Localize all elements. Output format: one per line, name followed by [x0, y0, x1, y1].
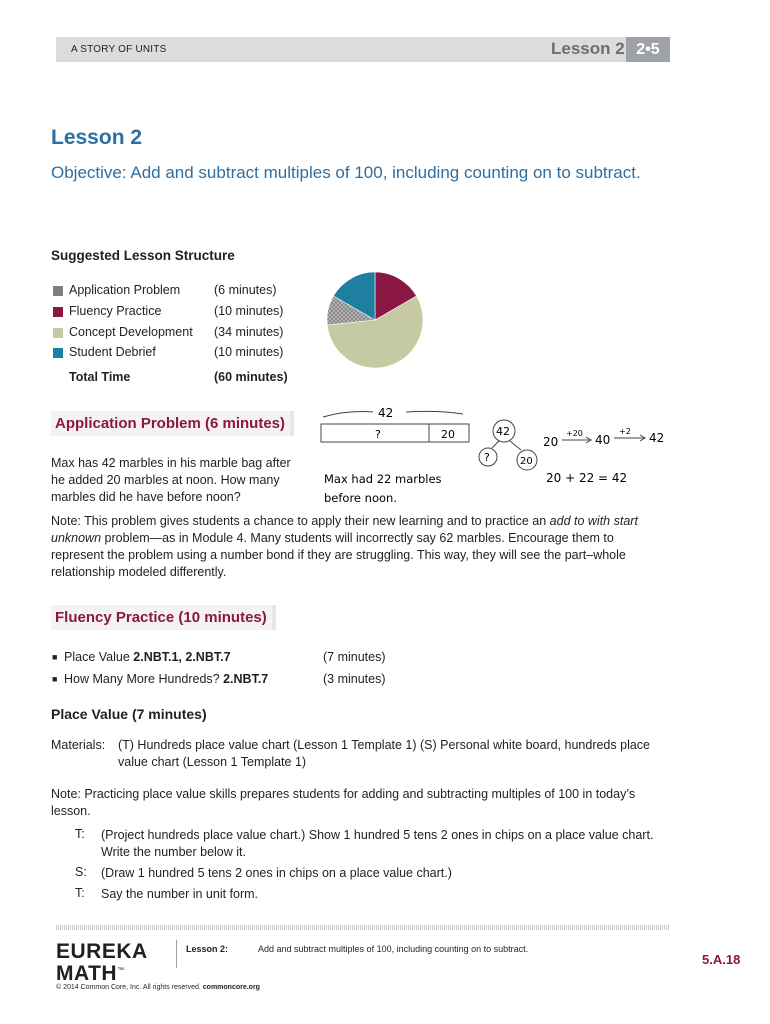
footer-objective: Add and subtract multiples of 100, including counting on to subtract. — [258, 944, 529, 954]
answer-line1: Max had 22 marbles — [324, 472, 442, 486]
structure-row-minutes: (10 minutes) — [214, 345, 284, 359]
legend-swatch — [53, 328, 63, 338]
tape-bracket-left — [323, 412, 373, 417]
total-time-minutes: (60 minutes) — [214, 370, 288, 384]
tape-unknown-label: ? — [375, 428, 381, 441]
structure-row-name: Student Debrief — [69, 345, 156, 359]
copyright-notice: © 2014 Common Core, Inc. All rights reserved. commoncore.org — [56, 984, 260, 991]
structure-row-name: Concept Development — [69, 325, 193, 339]
fluency-item-label: Place Value — [64, 650, 134, 664]
fluency-item-standard: 2.NBT.7 — [223, 672, 269, 686]
problem-text — [51, 455, 291, 506]
total-time-label: Total Time — [69, 370, 131, 384]
problem-line: he added 20 marbles at noon. How many — [51, 473, 280, 487]
structure-row-minutes: (10 minutes) — [214, 304, 284, 318]
eureka-math-logo: EUREKA MATH™ — [56, 940, 148, 985]
lesson-objective: Objective: Add and subtract multiples of 100, including counting on to subtract. — [51, 163, 641, 182]
legend-swatch — [53, 348, 63, 358]
header-lesson-label: Lesson 2 — [551, 39, 625, 58]
bond-unknown-label: ? — [484, 451, 490, 464]
tape-total-label: 42 — [378, 406, 394, 420]
bond-line-right — [510, 441, 521, 450]
problem-line: Max has 42 marbles in his marble bag after — [51, 456, 291, 470]
student-work-sketch — [318, 402, 678, 510]
structure-row-minutes: (6 minutes) — [214, 283, 277, 297]
materials-label: Materials: — [51, 738, 106, 752]
fluency-item-minutes: (7 minutes) — [323, 650, 386, 664]
fluency-item-label: How Many More Hundreds? — [64, 672, 224, 686]
footer-rule — [56, 925, 670, 930]
speaker-label: T: — [75, 827, 85, 841]
legend-swatch — [53, 286, 63, 296]
note-line: represent the problem using a number bond if they are struggling. This way, they will see the part–whole — [51, 548, 626, 562]
bond-whole-label: 42 — [496, 425, 510, 438]
note-line: relationship modeled differently. — [51, 565, 227, 579]
place-value-heading: Place Value (7 minutes) — [51, 706, 207, 722]
count-step2: +2 — [619, 427, 631, 436]
footer-lesson-label: Lesson 2: — [186, 944, 229, 954]
structure-row-minutes: (34 minutes) — [214, 325, 284, 339]
page-title: Lesson 2 — [51, 126, 143, 149]
lesson-structure-pie — [325, 270, 425, 370]
speaker-label: S: — [75, 865, 87, 879]
header-story-label: A STORY OF UNITS — [71, 44, 167, 55]
footer-divider — [176, 940, 177, 968]
equation-text: 20 + 22 = 42 — [546, 471, 628, 485]
speaker-label: T: — [75, 886, 85, 900]
count-mid: 40 — [595, 433, 611, 447]
problem-line: marbles did he have before noon? — [51, 490, 241, 504]
legend-swatch — [53, 307, 63, 317]
structure-heading: Suggested Lesson Structure — [51, 248, 235, 263]
bullet-icon: ■ — [52, 652, 58, 662]
application-problem-heading: Application Problem (6 minutes) — [51, 411, 294, 436]
structure-row-name: Application Problem — [69, 283, 181, 297]
structure-row-name: Fluency Practice — [69, 304, 162, 318]
fluency-item-minutes: (3 minutes) — [323, 672, 386, 686]
copyright-link[interactable]: commoncore.org — [202, 984, 260, 991]
bond-part-label: 20 — [520, 456, 533, 467]
count-start: 20 — [543, 435, 559, 449]
fluency-item-standard: 2.NBT.1, 2.NBT.7 — [133, 650, 231, 664]
bond-line-left — [492, 441, 499, 448]
page-number: 5.A.18 — [702, 952, 741, 967]
note-line: unknown problem—as in Module 4. Many students will incorrectly say 62 marbles. Encourage them to — [51, 531, 614, 545]
count-step1: +20 — [566, 429, 583, 438]
application-note — [51, 513, 671, 581]
count-end: 42 — [649, 431, 665, 445]
tape-bracket-right — [406, 411, 463, 414]
tape-part-label: 20 — [441, 428, 455, 441]
answer-line2: before noon. — [324, 491, 397, 505]
bullet-icon: ■ — [52, 674, 58, 684]
grade-module-badge: 2•5 — [626, 37, 670, 62]
note-line: Note: This problem gives students a chance to apply their new learning and to practice an add to with start — [51, 514, 638, 528]
materials-text: (T) Hundreds place value chart (Lesson 1 Template 1) (S) Personal white board, hundreds place value chart (Lesson 1 Template 1) — [118, 738, 650, 769]
place-value-note: Note: Practicing place value skills prepares students for adding and subtracting multiples of 100 in today’s lesson. — [51, 787, 636, 818]
fluency-practice-heading: Fluency Practice (10 minutes) — [51, 605, 276, 630]
